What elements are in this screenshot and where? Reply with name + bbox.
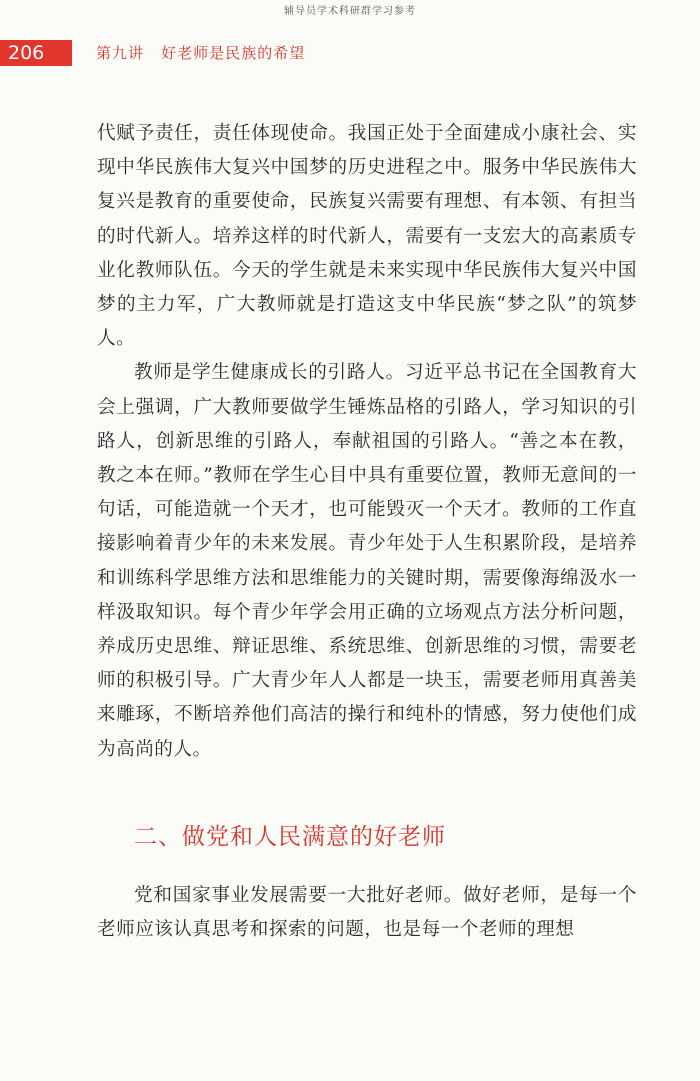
page-header <box>0 40 700 66</box>
section-heading: 二、做党和人民满意的好老师 <box>134 823 446 850</box>
body-paragraph-2: 教师是学生健康成长的引路人。习近平总书记在全国教育大会上强调，广大教师要做学生锤炼品格的引路人，学习知识的引路人，创新思维的引路人，奉献祖国的引路人。“善之本在教，教之本在师。”教师在学生心目中具有重要位置，教师无意间的一句话，可能造就一个天才，也可能毁灭一个天才。教师的工作直接影响着青少年的未来发展。青少年处于人生积累阶段，是培养和训练科学思维方法和思维能力的关键时期，需要像海绵汲水一样汲取知识。每个青少年学会用正确的立场观点方法分析问题，养成历史思维、辩证思维、系统思维、创新思维的习惯，需要老师的积极引导。广大青少年人人都是一块玉，需要老师用真善美来雕琢，不断培养他们高洁的操行和纯朴的情感，努力使他们成为高尚的人。 <box>97 362 637 760</box>
section-paragraph: 党和国家事业发展需要一大批好老师。做好老师，是每一个老师应该认真思考和探索的问题，也是每一个老师的理想 <box>97 884 637 941</box>
page-number: 206 <box>8 42 45 64</box>
page-number-badge <box>0 40 72 66</box>
body-paragraph-1: 代赋予责任，责任体现使命。我国正处于全面建成小康社会、实现中华民族伟大复兴中国梦的历史进程之中。服务中华民族伟大复兴是教育的重要使命，民族复兴需要有理想、有本领、有担当的时代新人。培养这样的时代新人，需要有一支宏大的高素质专业化教师队伍。今天的学生就是未来实现中华民族伟大复兴中国梦的主力军，广大教师就是打造这支中华民族“梦之队”的筑梦人。 <box>97 123 637 350</box>
page-body <box>97 117 637 947</box>
chapter-title: 第九讲 好老师是民族的希望 <box>96 44 306 62</box>
watermark-text: 辅导员学术科研群学习参考 <box>284 6 416 17</box>
